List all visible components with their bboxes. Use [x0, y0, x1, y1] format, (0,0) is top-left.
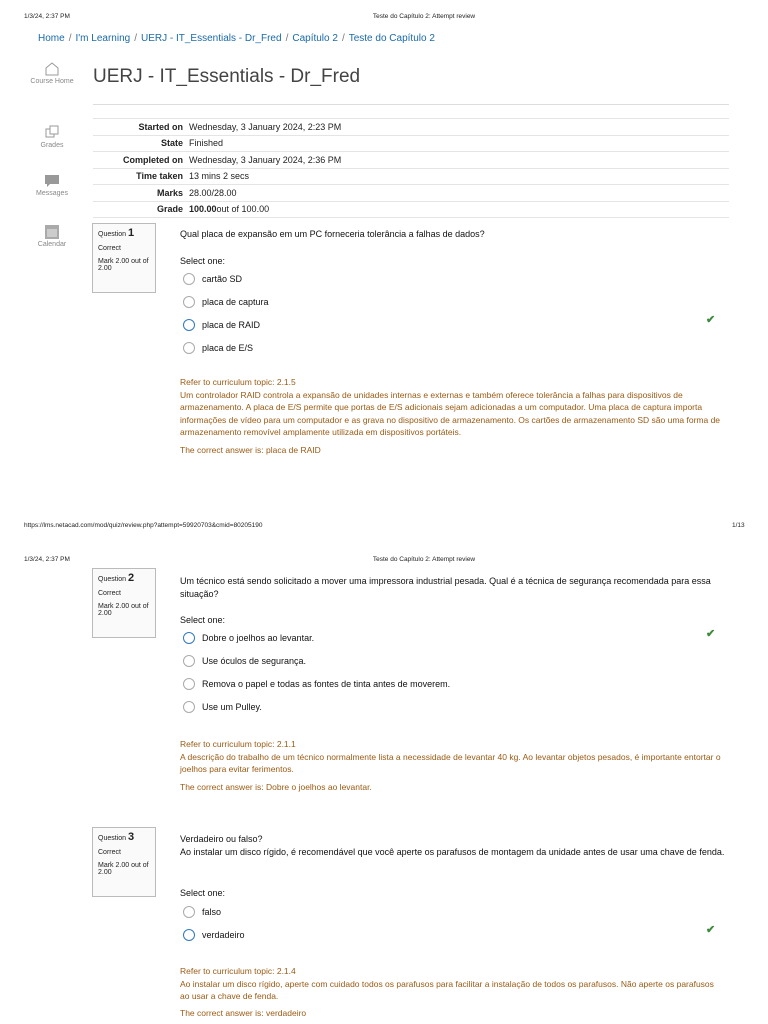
correct-check-icon: ✔ [706, 628, 716, 640]
option-radio[interactable]: Use um Pulley. [183, 695, 450, 718]
option-radio[interactable]: Remova o papel e todas as fontes de tinta antes de moverem. [183, 672, 450, 695]
print-datetime: 1/3/24, 2:37 PM [24, 13, 70, 20]
correct-answer: The correct answer is: Dobre o joelhos ao levantar. [180, 781, 372, 792]
question-2-options [183, 626, 450, 718]
select-one-label: Select one: [180, 888, 226, 898]
option-radio-selected[interactable]: Dobre o joelhos ao levantar. [183, 626, 450, 649]
question-3-feedback: Refer to curriculum topic: 2.1.4 Ao instalar um disco rígido, aperte com cuidado todos os parafusos para facilitar a instalação de todos os parafusos. Não aperte os parafusos ao usar a chave de fenda. The correct answer is: verdadeiro [180, 965, 725, 1019]
breadcrumb-home[interactable]: Home [38, 33, 65, 44]
sidebar-item-label: Calendar [37, 241, 67, 248]
question-1-feedback: Refer to curriculum topic: 2.1.5 Um controlador RAID controla a expansão de unidades internas e externas e também oferece tolerância a falhas para dispositivos de armazenamento. A placa de E/S permite que portas de E/S adicionais sejam adicionadas a um computador. Uma placa de captura importa informações de vídeo para um computador e as grava no dispositivo de armazenamento. Os cartões de armazenamento SD são uma forma de armazenamento removível amplamente utilizada em dispositivos portáteis. The correct answer is: placa de RAID [180, 377, 721, 455]
messages-icon [44, 174, 60, 188]
question-status: Correct [98, 849, 121, 856]
print-page-number: 1/13 [732, 522, 745, 529]
question-status: Correct [98, 245, 121, 252]
question-mark: Mark 2.00 out of 2.00 [98, 258, 149, 272]
correct-answer: The correct answer is: verdadeiro [180, 1007, 307, 1018]
option-radio[interactable]: Use óculos de segurança. [183, 649, 450, 672]
sidebar-item-course-home[interactable] [22, 62, 82, 85]
question-1-options [183, 267, 269, 359]
title-divider [93, 104, 729, 105]
question-mark: Mark 2.00 out of 2.00 [98, 862, 149, 876]
question-2-feedback: Refer to curriculum topic: 2.1.1 A descrição do trabalho de um técnico normalmente lista a necessidade de levantar 40 kg. Ao levantar objetos pesados, é importante entortar o joelhos para evitar ferimentos. The correct answer is: Dobre o joelhos ao levantar. [180, 738, 725, 793]
question-mark: Mark 2.00 out of 2.00 [98, 603, 149, 617]
option-radio-selected[interactable]: placa de RAID [183, 313, 269, 336]
question-2-info: Question 2 Correct Mark 2.00 out of 2.00 [92, 568, 156, 638]
select-one-label: Select one: [180, 256, 226, 266]
select-one-label: Select one: [180, 615, 226, 625]
sidebar-item-calendar[interactable] [22, 224, 82, 248]
summary-row-marks: Marks 28.00/28.00 [93, 184, 729, 201]
print-doc-title: Teste do Capítulo 2: Attempt review [372, 556, 476, 563]
sidebar-item-label: Grades [40, 142, 64, 149]
option-radio[interactable]: falso [183, 900, 245, 923]
question-3-text: Verdadeiro ou falso? Ao instalar um disco rígido, é recomendável que você aperte os parafusos de montagem da unidade antes de usar uma chave de fenda. [180, 834, 725, 857]
breadcrumb-course[interactable]: UERJ - IT_Essentials - Dr_Fred [140, 33, 282, 44]
summary-row-completed: Completed on Wednesday, 3 January 2024, 2:36 PM [93, 151, 729, 168]
sidebar-item-messages[interactable] [22, 174, 82, 197]
question-3-info: Question 3 Correct Mark 2.00 out of 2.00 [92, 827, 156, 897]
sidebar-item-label: Messages [36, 190, 68, 197]
question-2-text: Um técnico está sendo solicitado a mover uma impressora industrial pesada. Qual é a técnica de segurança recomendada para essa situação? [180, 576, 711, 599]
breadcrumb-chapter[interactable]: Capítulo 2 [292, 33, 338, 44]
option-radio-selected[interactable]: verdadeiro [183, 923, 245, 946]
correct-check-icon: ✔ [706, 314, 716, 326]
correct-check-icon: ✔ [706, 924, 716, 936]
grades-icon [44, 124, 60, 140]
print-datetime: 1/3/24, 2:37 PM [24, 556, 70, 563]
print-url: https://lms.netacad.com/mod/quiz/review.php?attempt=59920703&cmid=80205190 [24, 522, 263, 529]
breadcrumb: Home / I'm Learning / UERJ - IT_Essentials - Dr_Fred / Capítulo 2 / Teste do Capítulo 2 [38, 33, 435, 44]
page-title: UERJ - IT_Essentials - Dr_Fred [93, 66, 361, 87]
question-1-info: Question 1 Correct Mark 2.00 out of 2.00 [92, 223, 156, 293]
question-3-options [183, 900, 245, 946]
summary-row-grade: Grade 100.00 out of 100.00 [93, 201, 729, 219]
course-home-icon [44, 62, 60, 76]
attempt-summary [93, 118, 729, 218]
sidebar-item-label: Course Home [30, 78, 74, 85]
calendar-icon [45, 224, 59, 239]
question-1-text: Qual placa de expansão em um PC forneceria tolerância a falhas de dados? [180, 229, 485, 239]
print-doc-title: Teste do Capítulo 2: Attempt review [372, 13, 476, 20]
sidebar-item-grades[interactable] [22, 124, 82, 149]
option-radio[interactable]: cartão SD [183, 267, 269, 290]
option-radio[interactable]: placa de captura [183, 290, 269, 313]
question-status: Correct [98, 590, 121, 597]
summary-row-started: Started on Wednesday, 3 January 2024, 2:23 PM [93, 118, 729, 135]
summary-row-state: State Finished [93, 135, 729, 152]
correct-answer: The correct answer is: placa de RAID [180, 444, 321, 455]
option-radio[interactable]: placa de E/S [183, 336, 269, 359]
summary-row-time-taken: Time taken 13 mins 2 secs [93, 168, 729, 185]
breadcrumb-quiz[interactable]: Teste do Capítulo 2 [348, 33, 435, 44]
breadcrumb-im-learning[interactable]: I'm Learning [75, 33, 131, 44]
